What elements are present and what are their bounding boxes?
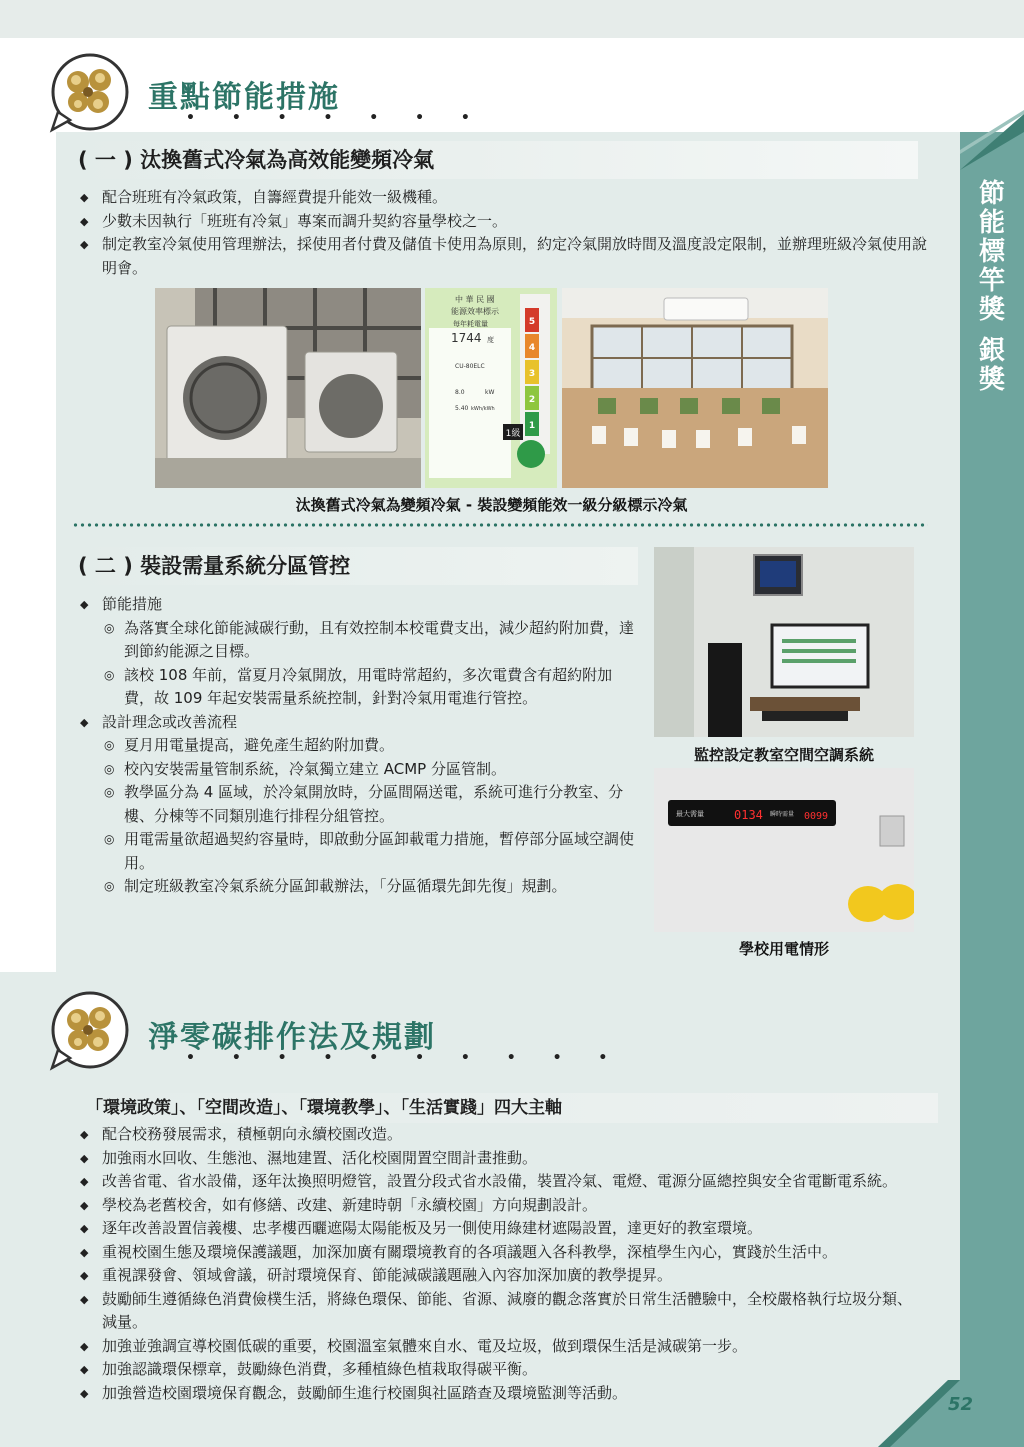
photo-caption: 監控設定教室空間空調系統 bbox=[693, 746, 874, 764]
list-item: ◆ 學校為老舊校舍，如有修繕、改建、新建時朝「永續校園」方向規劃設計。 bbox=[78, 1194, 918, 1218]
sub-list-item: ◎ 制定班級教室冷氣系統分區卸載辦法，「分區循環先卸先復」規劃。 bbox=[102, 875, 638, 899]
label-unit: 度 bbox=[487, 336, 494, 344]
list-item: ◆ 加強並強調宣導校園低碳的重要，校園溫室氣體來自水、電及垃圾，做到環保生活是減碳第一步。 bbox=[78, 1335, 918, 1359]
label-title2: 能源效率標示 bbox=[451, 307, 499, 316]
section-title: 重點節能措施 bbox=[148, 80, 340, 115]
label-title1: 中 華 民 國 bbox=[455, 295, 495, 304]
scale-5: 5 bbox=[528, 317, 536, 327]
energy-efficiency-label bbox=[425, 288, 557, 488]
list-item bbox=[78, 593, 638, 711]
dotted-divider bbox=[72, 522, 928, 528]
label-capacity: 8.0 bbox=[455, 389, 465, 396]
list-item: ◆ 配合班班有冷氣政策，自籌經費提升能效一級機種。 bbox=[78, 186, 928, 210]
side-char: 竿 bbox=[978, 266, 1005, 296]
side-char: 節 bbox=[978, 179, 1005, 209]
label-cspf-unit: kWh/kWh bbox=[471, 406, 495, 412]
label-annual: 每年耗電量 bbox=[453, 320, 488, 328]
list-item-label: 設計理念或改善流程 bbox=[102, 712, 238, 731]
label-grade: 1級 bbox=[505, 429, 521, 439]
photo-caption: 汰換舊式冷氣為變頻冷氣 - 裝設變頻能效一級分級標示冷氣 bbox=[295, 496, 688, 514]
scale-3: 3 bbox=[528, 369, 536, 379]
list-item bbox=[78, 711, 638, 899]
sub-list-item: ◎ 校內安裝需量管制系統，冷氣獨立建立 ACMP 分區管制。 bbox=[102, 758, 638, 782]
list-item: ◆ 改善省電、省水設備，逐年汰換照明燈管，設置分段式省水設備，裝置冷氣、電燈、電源分區總控與安全省電斷電系統。 bbox=[78, 1170, 918, 1194]
side-vertical-title bbox=[970, 180, 1014, 395]
clover-emblem-icon bbox=[48, 50, 132, 134]
side-char: 獎 bbox=[978, 295, 1005, 325]
page-number: 52 bbox=[948, 1394, 974, 1415]
list-item: ◆ 制定教室冷氣使用管理辦法，採使用者付費及儲值卡使用為原則，約定冷氣開放時間及溫度設定限制，並辦理班級冷氣使用說明會。 bbox=[78, 233, 928, 280]
sub-list bbox=[102, 617, 638, 711]
sub-list-item: ◎ 教學區分為 4 區域，於冷氣開放時，分區間隔送電，系統可進行分教室、分樓、分棟等不同類別進行排程分組管控。 bbox=[102, 781, 638, 828]
list-item: ◆ 配合校務發展需求，積極朝向永續校園改造。 bbox=[78, 1123, 918, 1147]
side-char: 能 bbox=[978, 208, 1005, 238]
display-value-current: 0099 bbox=[804, 811, 829, 822]
scale-2: 2 bbox=[528, 395, 536, 405]
sub-list-item: ◎ 該校 108 年前，當夏月冷氣開放，用電時常超約，多次電費含有超約附加費，故 109 年起安裝需量系統控制，針對冷氣用電進行管控。 bbox=[102, 664, 638, 711]
side-char: 標 bbox=[978, 237, 1005, 267]
label-kwh: 1744 bbox=[451, 331, 482, 345]
list-item: ◆ 重視校園生態及環境保護議題，加深加廣有關環境教育的各項議題入各科教學，深植學生內心，實踐於生活中。 bbox=[78, 1241, 918, 1265]
display-value-max: 0134 bbox=[734, 808, 763, 822]
title-dots: • • • • • • • • • • bbox=[186, 1050, 624, 1066]
subheading: ( 一 ) 汰換舊式冷氣為高效能變頻冷氣 bbox=[78, 148, 435, 172]
sub-list-item: ◎ 為落實全球化節能減碳行動，且有效控制本校電費支出，減少超約附加費，達到節約能源之目標。 bbox=[102, 617, 638, 664]
title-dots: • • • • • • • bbox=[186, 110, 486, 126]
scale-1: 1 bbox=[528, 421, 536, 431]
bullet-list bbox=[78, 1123, 918, 1405]
sub-list-item: ◎ 夏月用電量提高，避免產生超約附加費。 bbox=[102, 734, 638, 758]
label-model: CU-80ELC bbox=[455, 363, 485, 370]
list-item: ◆ 鼓勵師生遵循綠色消費儉樸生活，將綠色環保、節能、省源、減廢的觀念落實於日常生活體驗中，全校嚴格執行垃圾分類、減量。 bbox=[78, 1288, 918, 1335]
list-item: ◆ 加強營造校園環境保育觀念，鼓勵師生進行校園與社區踏查及環境監測等活動。 bbox=[78, 1382, 918, 1406]
photo-caption: 學校用電情形 bbox=[738, 940, 829, 958]
list-item: ◆ 重視課發會、領域會議，研討環境保育、節能減碳議題融入內容加深加廣的教學提昇。 bbox=[78, 1264, 918, 1288]
section-title: 淨零碳排作法及規劃 bbox=[148, 1020, 436, 1055]
subheading: ( 二 ) 裝設需量系統分區管控 bbox=[78, 554, 351, 578]
photo-demand-display bbox=[654, 768, 914, 932]
header-band bbox=[0, 0, 1024, 38]
clover-emblem-icon bbox=[48, 988, 132, 1072]
bullet-list bbox=[78, 593, 638, 899]
display-label-current: 瞬時需量 bbox=[770, 811, 795, 818]
list-item: ◆ 逐年改善設置信義樓、忠孝樓西曬遮陽太陽能板及另一側使用綠建材遮陽設置，達更好的教室環境。 bbox=[78, 1217, 918, 1241]
photo-control-station bbox=[654, 547, 914, 737]
side-strip-cap bbox=[960, 110, 1024, 170]
list-item: ◆ 加強認識環保標章，鼓勵綠色消費，多種植綠色植栽取得碳平衡。 bbox=[78, 1358, 918, 1382]
bullet-list bbox=[78, 186, 928, 280]
label-cspf: 5.40 bbox=[455, 405, 469, 412]
list-item-label: 節能措施 bbox=[102, 595, 163, 613]
list-item: ◆ 少數未因執行「班班有冷氣」專案而調升契約容量學校之一。 bbox=[78, 210, 928, 234]
side-char: 獎 bbox=[978, 365, 1005, 395]
photo-outdoor-ac-units bbox=[155, 288, 421, 488]
sub-list bbox=[102, 734, 638, 899]
display-label-max: 最大需量 bbox=[676, 810, 704, 818]
side-char: 銀 bbox=[978, 336, 1005, 366]
scale-4: 4 bbox=[528, 343, 536, 353]
list-item: ◆ 加強雨水回收、生態池、濕地建置、活化校園閒置空間計畫推動。 bbox=[78, 1147, 918, 1171]
photo-classroom-ac bbox=[562, 288, 828, 488]
sub-list-item: ◎ 用電需量欲超過契約容量時，即啟動分區卸載電力措施，暫停部分區域空調使用。 bbox=[102, 828, 638, 875]
label-capacity-unit: kW bbox=[485, 389, 495, 396]
subheading: 「環境政策」、「空間改造」、「環境教學」、「生活實踐」四大主軸 bbox=[86, 1098, 562, 1118]
